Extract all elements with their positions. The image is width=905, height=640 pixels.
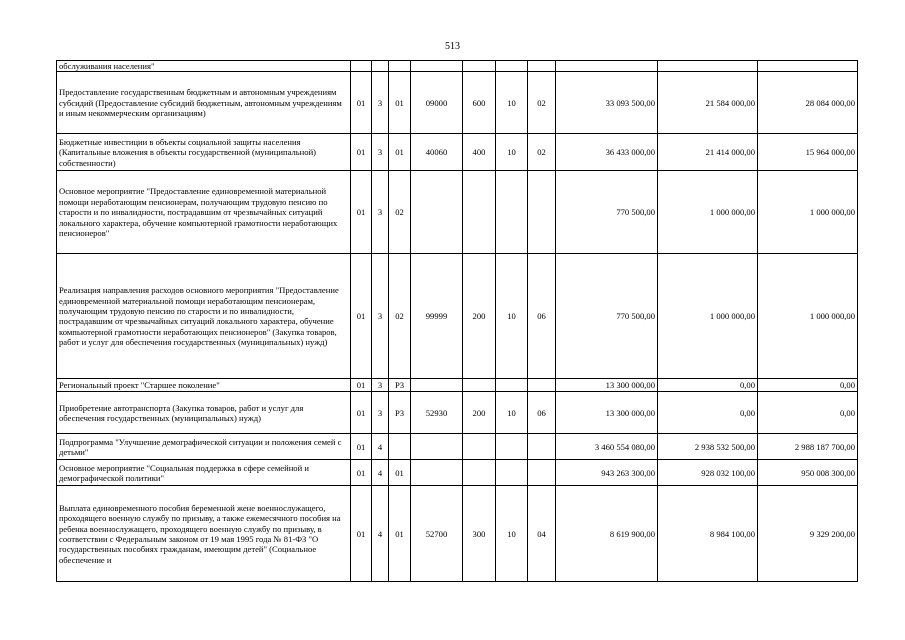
- code-3: 02: [389, 171, 411, 254]
- table-row: [57, 486, 858, 582]
- code-1: [351, 61, 372, 72]
- amount-3: [758, 61, 858, 72]
- code-4: [411, 434, 463, 460]
- code-5: 200: [463, 254, 496, 379]
- amount-3: 28 084 000,00: [758, 72, 858, 134]
- code-3: 01: [389, 134, 411, 171]
- amount-2: 21 414 000,00: [658, 134, 758, 171]
- code-2: 4: [372, 486, 389, 582]
- row-name: Региональный проект "Старшее поколение": [57, 379, 351, 392]
- amount-1: 13 300 000,00: [556, 392, 658, 434]
- code-4: 52700: [411, 486, 463, 582]
- code-6: [496, 379, 528, 392]
- amount-1: 770 500,00: [556, 171, 658, 254]
- code-1: 01: [351, 379, 372, 392]
- code-2: 4: [372, 460, 389, 486]
- code-3: 01: [389, 72, 411, 134]
- amount-3: 0,00: [758, 379, 858, 392]
- code-5: 400: [463, 134, 496, 171]
- code-1: 01: [351, 434, 372, 460]
- amount-3: 950 008 300,00: [758, 460, 858, 486]
- row-name: Основное мероприятие "Социальная поддержка в сфере семейной и демографической политики": [57, 460, 351, 486]
- code-5: 200: [463, 392, 496, 434]
- code-7: 02: [528, 134, 556, 171]
- code-7: [528, 171, 556, 254]
- amount-3: 15 964 000,00: [758, 134, 858, 171]
- code-4: [411, 61, 463, 72]
- code-6: [496, 460, 528, 486]
- amount-3: 9 329 200,00: [758, 486, 858, 582]
- row-name: Основное мероприятие "Предоставление единовременной материальной помощи неработающим пенсионерам, получающим трудовую пенсию по старости и по инвалидности, пострадавшим от чрезвычайных ситуаций локального характера, обучение компьютерной грамотности неработающих пенсионеров": [57, 171, 351, 254]
- code-2: [372, 61, 389, 72]
- code-3: 01: [389, 460, 411, 486]
- row-name: Предоставление государственным бюджетным и автономным учреждениям субсидий (Предоставление субсидий бюджетным, автономным учреждениям и иным некоммерческим организациям): [57, 72, 351, 134]
- code-1: 01: [351, 254, 372, 379]
- code-7: [528, 460, 556, 486]
- code-1: 01: [351, 72, 372, 134]
- code-4: 40060: [411, 134, 463, 171]
- code-2: 3: [372, 379, 389, 392]
- amount-2: 1 000 000,00: [658, 171, 758, 254]
- code-6: 10: [496, 486, 528, 582]
- code-6: 10: [496, 254, 528, 379]
- code-2: 3: [372, 392, 389, 434]
- code-3: P3: [389, 379, 411, 392]
- code-3: [389, 61, 411, 72]
- amount-1: [556, 61, 658, 72]
- code-3: [389, 434, 411, 460]
- table-row: [57, 392, 858, 434]
- amount-2: 1 000 000,00: [658, 254, 758, 379]
- amount-3: 2 988 187 700,00: [758, 434, 858, 460]
- table-row: [57, 379, 858, 392]
- page-number: 513: [445, 41, 460, 52]
- code-3: 02: [389, 254, 411, 379]
- amount-1: 33 093 500,00: [556, 72, 658, 134]
- code-6: [496, 61, 528, 72]
- code-6: [496, 171, 528, 254]
- code-2: 4: [372, 434, 389, 460]
- amount-3: 1 000 000,00: [758, 171, 858, 254]
- amount-2: 8 984 100,00: [658, 486, 758, 582]
- table-row: [57, 434, 858, 460]
- amount-1: 13 300 000,00: [556, 379, 658, 392]
- amount-2: [658, 61, 758, 72]
- amount-2: 2 938 532 500,00: [658, 434, 758, 460]
- code-7: [528, 61, 556, 72]
- code-4: 99999: [411, 254, 463, 379]
- code-2: 3: [372, 134, 389, 171]
- code-7: [528, 379, 556, 392]
- row-name: Подпрограмма "Улучшение демографической ситуации и положения семей с детьми": [57, 434, 351, 460]
- code-6: 10: [496, 72, 528, 134]
- code-5: 600: [463, 72, 496, 134]
- code-4: [411, 171, 463, 254]
- table-row: [57, 61, 858, 72]
- code-1: 01: [351, 171, 372, 254]
- amount-1: 770 500,00: [556, 254, 658, 379]
- code-5: [463, 460, 496, 486]
- code-7: [528, 434, 556, 460]
- code-4: [411, 379, 463, 392]
- code-6: 10: [496, 392, 528, 434]
- table-row: [57, 254, 858, 379]
- code-6: [496, 434, 528, 460]
- code-3: P3: [389, 392, 411, 434]
- amount-1: 943 263 300,00: [556, 460, 658, 486]
- code-1: 01: [351, 134, 372, 171]
- budget-table: [56, 60, 858, 582]
- amount-2: 21 584 000,00: [658, 72, 758, 134]
- amount-2: 0,00: [658, 392, 758, 434]
- row-name: обслуживания населения": [57, 61, 351, 72]
- code-2: 3: [372, 72, 389, 134]
- code-4: 09000: [411, 72, 463, 134]
- code-5: [463, 171, 496, 254]
- code-1: 01: [351, 392, 372, 434]
- code-5: 300: [463, 486, 496, 582]
- row-name: Реализация направления расходов основного мероприятия "Предоставление единовременной материальной помощи неработающим пенсионерам, получающим трудовую пенсию по старости и по инвалидности, пострадавшим от чрезвычайных ситуаций локального характера, обучение компьютерной грамотности неработающих пенсионеров" (Закупка товаров, работ и услуг для обеспечения государственных (муниципальных) нужд): [57, 254, 351, 379]
- code-4: [411, 460, 463, 486]
- code-2: 3: [372, 254, 389, 379]
- amount-1: 3 460 554 080,00: [556, 434, 658, 460]
- code-5: [463, 379, 496, 392]
- row-name: Бюджетные инвестиции в объекты социальной защиты населения (Капитальные вложения в объекты государственной (муниципальной) собственности): [57, 134, 351, 171]
- code-6: 10: [496, 134, 528, 171]
- table-row: [57, 134, 858, 171]
- table-row: [57, 72, 858, 134]
- code-4: 52930: [411, 392, 463, 434]
- code-1: 01: [351, 460, 372, 486]
- row-name: Выплата единовременного пособия беременной жене военнослужащего, проходящего военную службу по призыву, а также ежемесячного пособия на ребенка военнослужащего, проходящего военную службу по призыву, в соответствии с Федеральным законом от 19 мая 1995 года № 81-ФЗ "О государственных пособиях гражданам, имеющим детей" (Социальное обеспечение и: [57, 486, 351, 582]
- amount-3: 1 000 000,00: [758, 254, 858, 379]
- table-row: [57, 171, 858, 254]
- row-name: Приобретение автотранспорта (Закупка товаров, работ и услуг для обеспечения государственных (муниципальных) нужд): [57, 392, 351, 434]
- code-7: 04: [528, 486, 556, 582]
- amount-2: 928 032 100,00: [658, 460, 758, 486]
- amount-1: 36 433 000,00: [556, 134, 658, 171]
- code-1: 01: [351, 486, 372, 582]
- code-7: 06: [528, 254, 556, 379]
- code-7: 02: [528, 72, 556, 134]
- amount-2: 0,00: [658, 379, 758, 392]
- amount-3: 0,00: [758, 392, 858, 434]
- amount-1: 8 619 900,00: [556, 486, 658, 582]
- code-5: [463, 434, 496, 460]
- code-7: 06: [528, 392, 556, 434]
- code-2: 3: [372, 171, 389, 254]
- code-5: [463, 61, 496, 72]
- code-3: 01: [389, 486, 411, 582]
- table-row: [57, 460, 858, 486]
